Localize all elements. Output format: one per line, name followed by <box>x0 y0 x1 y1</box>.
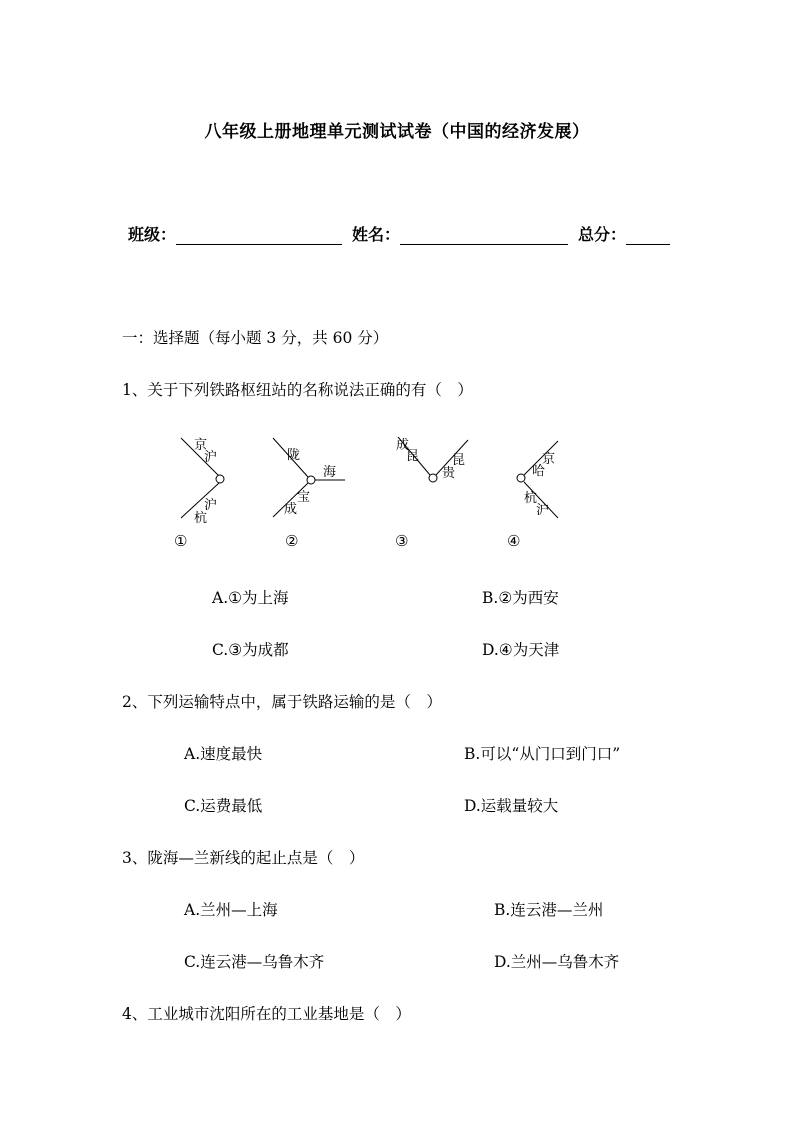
q1-option-b[interactable]: B.②为西安 <box>482 589 559 607</box>
hub-label: 沪 <box>204 498 218 513</box>
question-4-stem: 4、工业城市沈阳所在的工业基地是（ ） <box>122 1005 411 1023</box>
score-blank[interactable] <box>626 228 670 245</box>
class-label: 班级： <box>128 225 177 244</box>
question-2-stem: 2、下列运输特点中，属于铁路运输的是（ ） <box>122 693 442 711</box>
class-field <box>128 222 342 245</box>
hub-label: 成 <box>284 502 298 517</box>
q1-option-c[interactable]: C.③为成都 <box>212 641 289 659</box>
hub-label: 海 <box>323 465 337 480</box>
q3-option-a[interactable]: A.兰州—上海 <box>184 901 278 919</box>
hub-label: 昆 <box>452 453 466 468</box>
hub-node <box>429 474 437 482</box>
hub-3 <box>395 437 468 550</box>
class-blank[interactable] <box>176 228 342 245</box>
figure-marker: ③ <box>395 532 409 550</box>
q2-option-d[interactable]: D.运载量较大 <box>464 797 559 815</box>
hub-label: 沪 <box>536 503 550 518</box>
q3-option-c[interactable]: C.连云港—乌鲁木齐 <box>184 953 325 971</box>
q2-option-b[interactable]: B.可以“从门口到门口” <box>464 745 621 763</box>
hub-2 <box>273 438 345 550</box>
q1-option-a[interactable]: A.①为上海 <box>212 589 289 607</box>
hub-4 <box>507 441 558 550</box>
hub-label: 哈 <box>532 464 546 479</box>
hub-node <box>216 475 224 483</box>
figure-marker: ④ <box>507 532 521 550</box>
hub-label: 贵 <box>442 466 456 481</box>
q3-option-d[interactable]: D.兰州—乌鲁木齐 <box>494 953 620 971</box>
page-title: 八年级上册地理单元测试试卷（中国的经济发展） <box>204 122 590 142</box>
hub-node <box>307 476 315 484</box>
name-field <box>352 222 568 245</box>
q3-option-b[interactable]: B.连云港—兰州 <box>494 901 604 919</box>
figure-marker: ① <box>174 532 188 550</box>
hub-label: 京 <box>194 438 208 453</box>
section-heading: 一：选择题（每小题 3 分，共 60 分） <box>122 329 389 347</box>
hub-label: 昆 <box>406 449 420 464</box>
hub-label: 杭 <box>524 491 538 506</box>
hub-label: 陇 <box>287 448 301 463</box>
question-1-stem: 1、关于下列铁路枢纽站的名称说法正确的有（ ） <box>122 381 473 399</box>
figure-marker: ② <box>285 532 299 550</box>
q2-option-c[interactable]: C.运费最低 <box>184 797 263 815</box>
score-label: 总分： <box>578 225 627 244</box>
hub-label: 成 <box>396 438 410 453</box>
hub-node <box>517 474 525 482</box>
name-blank[interactable] <box>400 228 568 245</box>
hub-label: 京 <box>542 452 556 467</box>
hub-label: 沪 <box>204 450 218 465</box>
hub-label: 宝 <box>297 490 311 505</box>
q1-option-d[interactable]: D.④为天津 <box>482 641 560 659</box>
hub-label: 杭 <box>194 511 208 526</box>
q2-option-a[interactable]: A.速度最快 <box>184 745 263 763</box>
hub-1 <box>174 437 224 550</box>
railway-hub-figure <box>150 425 610 560</box>
score-field <box>578 222 670 245</box>
question-3-stem: 3、陇海—兰新线的起止点是（ ） <box>122 849 365 867</box>
name-label: 姓名： <box>352 225 401 244</box>
